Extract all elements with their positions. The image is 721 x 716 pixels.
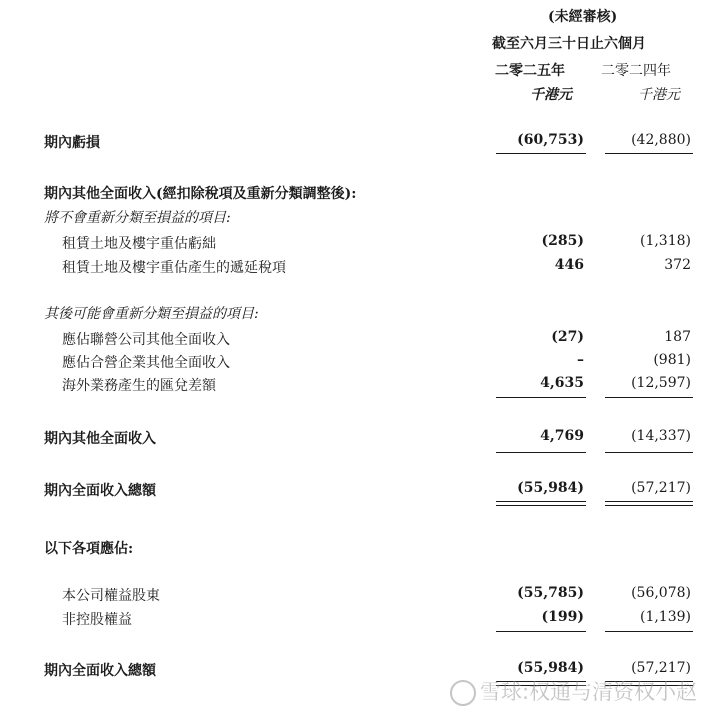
row-deferred-tax-2025: 446 [554, 257, 584, 273]
row-exchange-diff-2025: 4,635 [540, 375, 584, 391]
row-exchange-diff-2024: (12,597) [631, 375, 691, 391]
row-deferred-tax-2024: 372 [664, 257, 691, 273]
row-loss-label: 期內虧損 [44, 135, 100, 151]
watermark [450, 676, 697, 706]
rule-nci-2025 [496, 631, 586, 632]
unaudited-label: (未經審核) [548, 9, 618, 25]
double-rule-total-2025 [496, 501, 586, 506]
row-loss-2025: (60,753) [517, 132, 584, 148]
rule-loss-2024 [605, 153, 693, 154]
rule-exchange-2025 [496, 397, 586, 398]
not-reclassified-heading: 將不會重新分類至損益的項目: [44, 210, 231, 226]
year-2024-header: 二零二四年 [601, 63, 671, 79]
row-revaluation-deficit-2024: (1,318) [639, 233, 691, 249]
unit-2025-header: 千港元 [530, 87, 572, 103]
row-associates-oci-label: 應佔聯營公司其他全面收入 [62, 332, 230, 348]
row-total-ci-2-2025: (55,984) [517, 660, 584, 676]
row-exchange-diff-label: 海外業務產生的匯兌差額 [62, 378, 216, 394]
may-be-reclassified-heading: 其後可能會重新分類至損益的項目: [44, 306, 259, 322]
row-loss-2024: (42,880) [631, 132, 691, 148]
row-equity-shareholders-label: 本公司權益股東 [62, 588, 160, 604]
unit-2024-header: 千港元 [638, 87, 680, 103]
row-oci-total-2024: (14,337) [631, 428, 691, 444]
row-jv-oci-2024: (981) [653, 352, 691, 368]
year-2025-header: 二零二五年 [495, 63, 565, 79]
period-label: 截至六月三十日止六個月 [492, 36, 646, 52]
rule-oci-2025 [496, 452, 586, 453]
row-revaluation-deficit-label: 租賃土地及樓宇重估虧絀 [62, 236, 216, 252]
row-nci-2024: (1,139) [639, 609, 691, 625]
row-jv-oci-2025: – [577, 352, 584, 368]
row-nci-2025: (199) [541, 609, 584, 625]
row-jv-oci-label: 應佔合營企業其他全面收入 [62, 355, 230, 371]
rule-oci-2024 [605, 452, 693, 453]
row-total-ci-2024: (57,217) [631, 480, 691, 496]
row-oci-total-2025: 4,769 [540, 428, 584, 444]
row-equity-shareholders-2025: (55,785) [517, 585, 584, 601]
oci-heading: 期內其他全面收入(經扣除稅項及重新分類調整後): [44, 186, 357, 202]
row-total-ci-2-2024: (57,217) [631, 660, 691, 676]
row-total-ci-2-label: 期內全面收入總額 [44, 663, 156, 679]
attributable-heading: 以下各項應佔: [44, 541, 134, 557]
snowball-logo-icon [450, 680, 476, 706]
row-associates-oci-2024: 187 [664, 329, 691, 345]
watermark-text: 雪球:权通与清资权小赵 [480, 680, 698, 704]
row-total-ci-2025: (55,984) [517, 480, 584, 496]
row-oci-total-label: 期內其他全面收入 [44, 431, 156, 447]
double-rule-total-2024 [605, 501, 693, 506]
row-revaluation-deficit-2025: (285) [541, 233, 584, 249]
rule-loss-2025 [496, 153, 586, 154]
row-associates-oci-2025: (27) [551, 329, 584, 345]
row-nci-label: 非控股權益 [62, 612, 132, 628]
row-total-ci-label: 期內全面收入總額 [44, 483, 156, 499]
row-equity-shareholders-2024: (56,078) [631, 585, 691, 601]
row-deferred-tax-label: 租賃土地及樓宇重估產生的遞延稅項 [62, 260, 286, 276]
rule-nci-2024 [605, 631, 693, 632]
rule-exchange-2024 [605, 397, 693, 398]
